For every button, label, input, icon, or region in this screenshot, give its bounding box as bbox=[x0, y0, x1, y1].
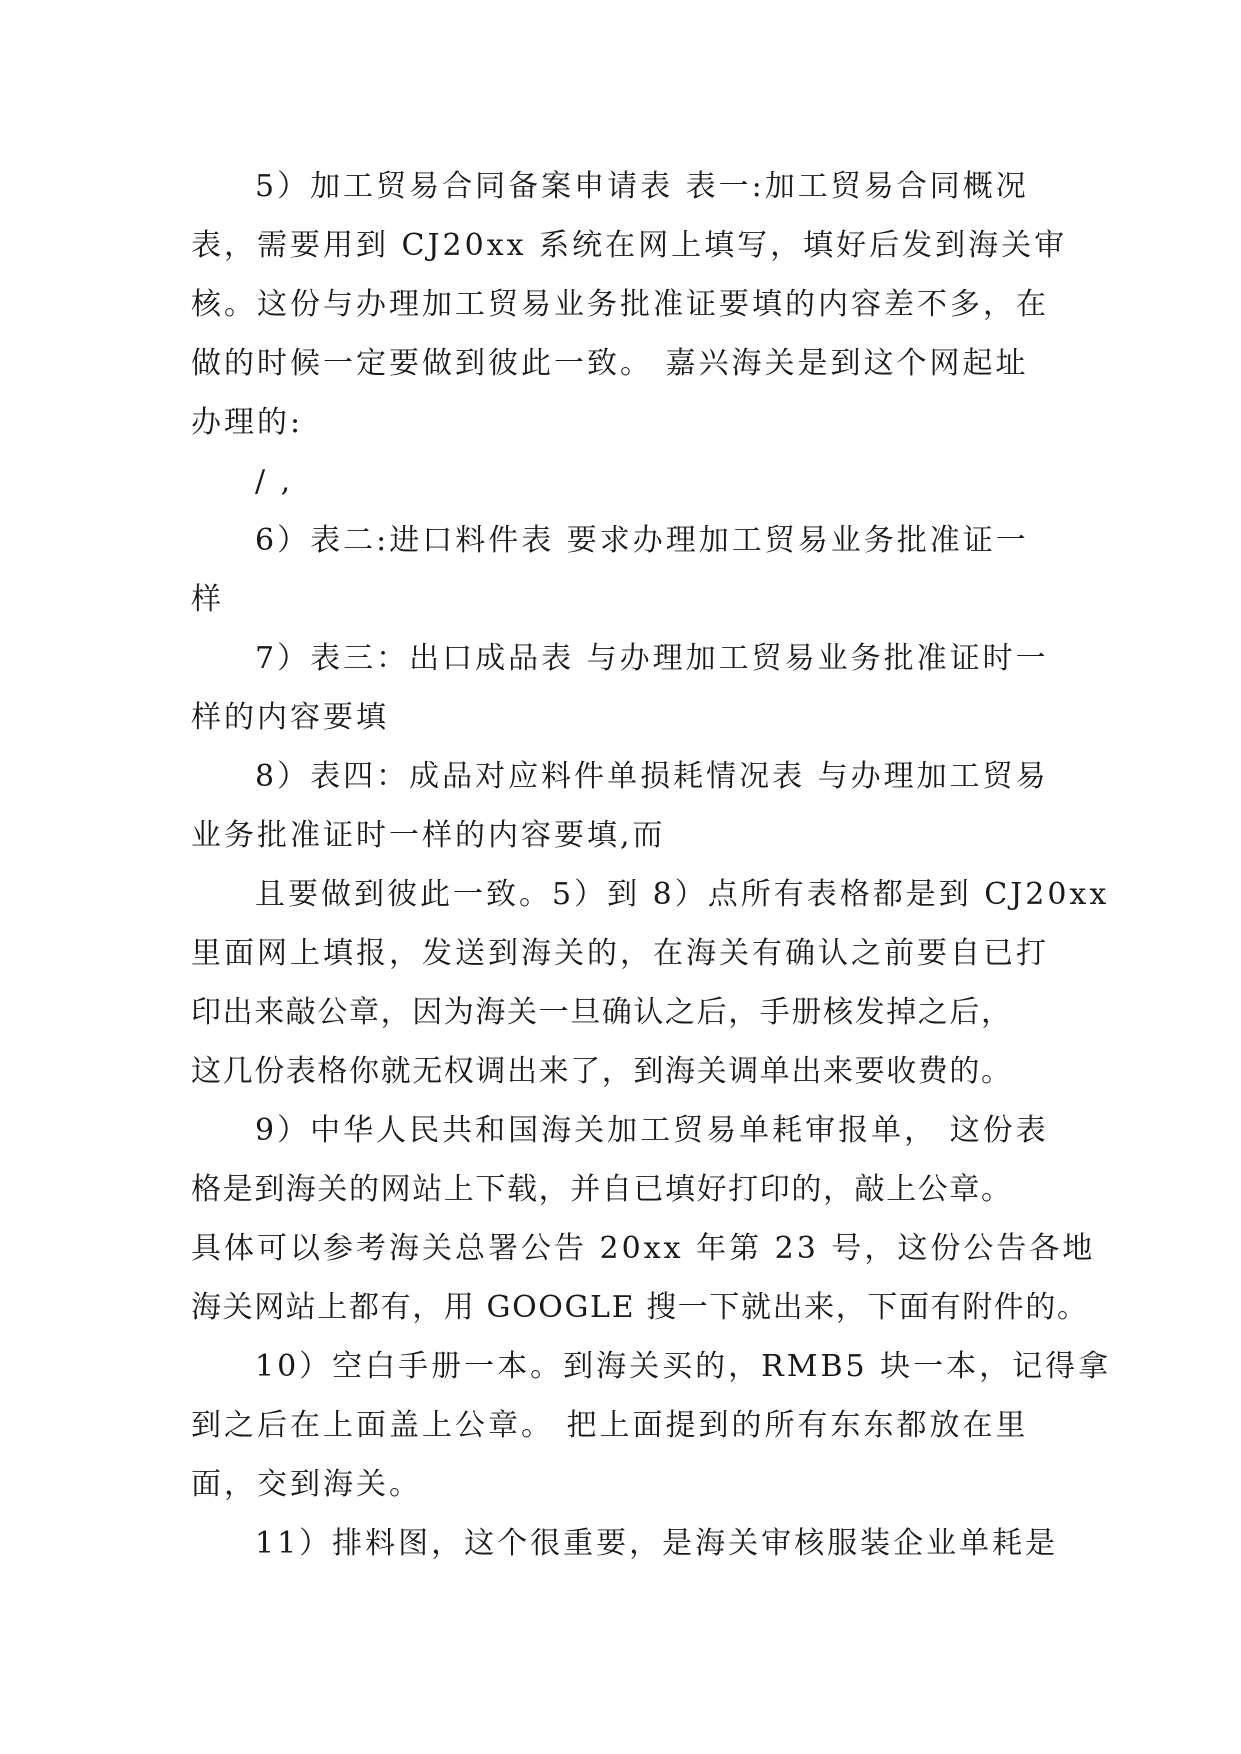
text-line: 里面网上填报，发送到海关的，在海关有确认之前要自已打 bbox=[191, 936, 1049, 971]
text-line: 面，交到海关。 bbox=[191, 1467, 422, 1502]
text-line: 11）排料图，这个很重要，是海关审核服装企业单耗是 bbox=[255, 1526, 1059, 1561]
text-line: 业务批准证时一样的内容要填,而 bbox=[191, 818, 666, 853]
text-line: 具体可以参考海关总署公告 20xx 年第 23 号，这份公告各地 bbox=[191, 1231, 1096, 1266]
text-line: 9）中华人民共和国海关加工贸易单耗审报单， 这份表 bbox=[255, 1113, 1049, 1148]
text-line: 5）加工贸易合同备案申请表 表一:加工贸易合同概况 bbox=[255, 169, 1029, 204]
text-line: 办理的: bbox=[191, 405, 304, 440]
text-line: 8）表四：成品对应料件单损耗情况表 与办理加工贸易 bbox=[255, 759, 1049, 794]
text-line: 印出来敲公章，因为海关一旦确认之后，手册核发掉之后， bbox=[191, 995, 1013, 1030]
text-line: 表，需要用到 CJ20xx 系统在网上填写，填好后发到海关审 bbox=[191, 228, 1068, 263]
text-line: 做的时候一定要做到彼此一致。 嘉兴海关是到这个网起址 bbox=[191, 346, 1029, 381]
text-line: 6）表二:进口料件表 要求办理加工贸易业务批准证一 bbox=[255, 523, 1029, 558]
text-line: 样的内容要填 bbox=[191, 700, 389, 735]
text-line: 到之后在上面盖上公章。 把上面提到的所有东东都放在里 bbox=[191, 1408, 1029, 1443]
text-line: 核。这份与办理加工贸易业务批准证要填的内容差不多，在 bbox=[191, 287, 1049, 322]
text-line: / , bbox=[255, 464, 294, 499]
text-line: 这几份表格你就无权调出来了，到海关调单出来要收费的。 bbox=[191, 1054, 1013, 1089]
text-line: 海关网站上都有，用 GOOGLE 搜一下就出来，下面有附件的。 bbox=[191, 1290, 1089, 1325]
text-line: 格是到海关的网站上下载，并自已填好打印的，敲上公章。 bbox=[191, 1172, 1013, 1207]
document-body bbox=[191, 157, 1112, 1573]
text-line: 且要做到彼此一致。5）到 8）点所有表格都是到 CJ20xx bbox=[255, 877, 1110, 912]
text-line: 样 bbox=[191, 582, 224, 617]
text-line: 10）空白手册一本。到海关买的，RMB5 块一本，记得拿 bbox=[255, 1349, 1112, 1384]
text-line: 7）表三：出口成品表 与办理加工贸易业务批准证时一 bbox=[255, 641, 1049, 676]
